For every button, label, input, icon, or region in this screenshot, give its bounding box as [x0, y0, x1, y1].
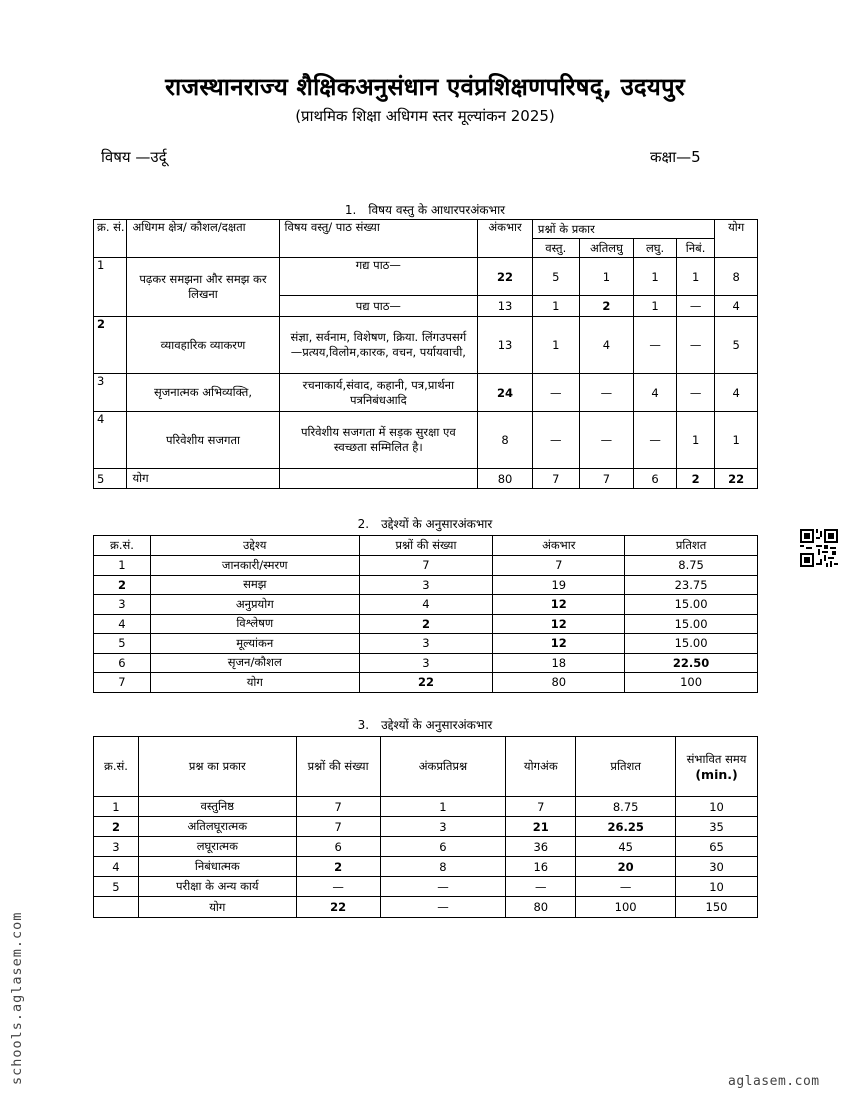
table-row [94, 556, 758, 576]
row-area: व्यावहारिक व्याकरण [127, 317, 279, 374]
row-area: योग [127, 469, 279, 489]
section1-number: 1. [344, 203, 357, 217]
objective-weightage-table [93, 535, 758, 693]
table-row [94, 317, 758, 374]
row-total: 1 [715, 412, 758, 469]
row-total: 22 [715, 469, 758, 489]
row-objective: — [532, 412, 579, 469]
row-marks: 80 [478, 469, 533, 489]
header-time [676, 737, 758, 797]
row-total-marks: — [506, 877, 576, 897]
row-sno: 3 [94, 595, 151, 615]
row-objective: जानकारी/स्मरण [150, 556, 359, 576]
row-total-marks: 80 [506, 897, 576, 918]
row-questions: 22 [359, 673, 493, 693]
header-marks: अंकभार [493, 536, 625, 556]
row-content: रचनाकार्य,संवाद, कहानी, पत्र,प्रार्थना पत्रनिबंधआदि [279, 374, 478, 412]
section3-number: 3. [357, 718, 370, 732]
row-essay: 2 [676, 469, 715, 489]
row-sno: 4 [94, 857, 139, 877]
row-total-marks: 16 [506, 857, 576, 877]
row-short: — [634, 317, 677, 374]
row-content: गद्य पाठ— [279, 258, 478, 296]
row-time: 35 [676, 817, 758, 837]
row-objective: अनुप्रयोग [150, 595, 359, 615]
row-very-short: 1 [579, 258, 634, 296]
header-short: लघु. [634, 239, 677, 258]
table-row [94, 817, 758, 837]
row-short: — [634, 412, 677, 469]
row-time: 10 [676, 877, 758, 897]
row-questions: 2 [359, 614, 493, 634]
row-marks-per-question: — [380, 877, 506, 897]
header-count: प्रश्नों की संख्या [296, 737, 380, 797]
header-total: योग [715, 220, 758, 258]
row-marks-per-question: 6 [380, 837, 506, 857]
row-sno: 5 [94, 469, 127, 489]
row-objective: 7 [532, 469, 579, 489]
row-marks: 13 [478, 296, 533, 317]
table-row [94, 857, 758, 877]
row-time: 10 [676, 797, 758, 817]
row-objective: सृजन/कौशल [150, 653, 359, 673]
row-total: 4 [715, 374, 758, 412]
class-label: कक्षा—5 [650, 148, 701, 166]
row-area: परिवेशीय सजगता [127, 412, 279, 469]
header-area: अधिगम क्षेत्र/ कौशल/दक्षता [127, 220, 279, 258]
row-percent: 45 [576, 837, 676, 857]
row-count: 7 [296, 797, 380, 817]
header-content: विषय वस्तु/ पाठ संख्या [279, 220, 478, 258]
row-objective: समझ [150, 575, 359, 595]
row-sno: 7 [94, 673, 151, 693]
row-objective: 1 [532, 296, 579, 317]
header-sno: क्र. सं. [94, 220, 127, 258]
row-sno: 6 [94, 653, 151, 673]
row-sno: 1 [94, 556, 151, 576]
qr-code-icon [800, 529, 838, 567]
row-marks: 13 [478, 317, 533, 374]
row-content [279, 469, 478, 489]
row-marks-per-question: 3 [380, 817, 506, 837]
table-row-total [94, 673, 758, 693]
header-marks: अंकभार [478, 220, 533, 258]
row-percent: 15.00 [625, 595, 758, 615]
table-row [94, 877, 758, 897]
row-question-type: अतिलघूरात्मक [138, 817, 296, 837]
row-total-marks: 36 [506, 837, 576, 857]
table-row [94, 653, 758, 673]
row-marks: 12 [493, 634, 625, 654]
row-questions: 7 [359, 556, 493, 576]
header-sno: क्र.सं. [94, 536, 151, 556]
row-marks: 8 [478, 412, 533, 469]
header-total-marks: योगअंक [506, 737, 576, 797]
row-percent: — [576, 877, 676, 897]
row-questions: 3 [359, 634, 493, 654]
row-very-short: — [579, 374, 634, 412]
header-percent: प्रतिशत [576, 737, 676, 797]
section3-title: उद्देश्यों के अनुसारअंकभार [381, 718, 493, 732]
row-essay: 1 [676, 412, 715, 469]
row-count: 2 [296, 857, 380, 877]
row-very-short: 2 [579, 296, 634, 317]
row-sno: 2 [94, 317, 127, 374]
row-short: 6 [634, 469, 677, 489]
row-percent: 26.25 [576, 817, 676, 837]
row-question-type: निबंधात्मक [138, 857, 296, 877]
row-sno: 5 [94, 877, 139, 897]
row-content: संज्ञा, सर्वनाम, विशेषण, क्रिया. लिंगउपसर्ग—प्रत्यय,विलोम,कारक, वचन, पर्यायवाची, [279, 317, 478, 374]
bottom-watermark: aglasem.com [728, 1074, 820, 1089]
row-objective: 5 [532, 258, 579, 296]
row-objective: योग [150, 673, 359, 693]
row-marks-per-question: 8 [380, 857, 506, 877]
header-time-label: संभावित समय [686, 751, 747, 766]
row-question-type: लघूरात्मक [138, 837, 296, 857]
row-marks: 24 [478, 374, 533, 412]
row-percent: 20 [576, 857, 676, 877]
header-marks-per-question: अंकप्रतिप्रश्न [380, 737, 506, 797]
row-objective: 1 [532, 317, 579, 374]
row-very-short: 7 [579, 469, 634, 489]
row-short: 1 [634, 296, 677, 317]
row-sno: 2 [94, 575, 151, 595]
page-title: राजस्थानराज्य शैक्षिकअनुसंधान एवंप्रशिक्षणपरिषद्, उदयपुर [165, 73, 685, 101]
table-row [94, 634, 758, 654]
row-percent: 15.00 [625, 614, 758, 634]
row-marks-per-question: — [380, 897, 506, 918]
row-question-type: वस्तुनिष्ठ [138, 797, 296, 817]
row-objective: — [532, 374, 579, 412]
row-area: सृजनात्मक अभिव्यक्ति, [127, 374, 279, 412]
table-row-total [94, 897, 758, 918]
row-count: — [296, 877, 380, 897]
row-essay: — [676, 296, 715, 317]
table-row [94, 258, 758, 296]
table-row [94, 412, 758, 469]
table-row [94, 614, 758, 634]
row-sno: 4 [94, 412, 127, 469]
row-essay: — [676, 374, 715, 412]
row-total-marks: 7 [506, 797, 576, 817]
row-sno [94, 897, 139, 918]
row-sno: 4 [94, 614, 151, 634]
row-marks: 7 [493, 556, 625, 576]
row-total: 8 [715, 258, 758, 296]
row-short: 1 [634, 258, 677, 296]
row-sno: 1 [94, 258, 127, 317]
row-marks: 12 [493, 595, 625, 615]
row-percent: 15.00 [625, 634, 758, 654]
row-percent: 100 [625, 673, 758, 693]
table-row-total [94, 469, 758, 489]
row-essay: 1 [676, 258, 715, 296]
row-percent: 8.75 [576, 797, 676, 817]
row-sno: 3 [94, 837, 139, 857]
row-questions: 3 [359, 653, 493, 673]
row-count: 7 [296, 817, 380, 837]
row-percent: 23.75 [625, 575, 758, 595]
header-time-unit: (min.) [695, 766, 738, 782]
section3-heading [0, 716, 850, 733]
row-marks: 18 [493, 653, 625, 673]
table-row [94, 797, 758, 817]
section2-number: 2. [357, 517, 370, 531]
header-essay: निबं. [676, 239, 715, 258]
header-questions: प्रश्नों की संख्या [359, 536, 493, 556]
row-marks: 80 [493, 673, 625, 693]
table-row [94, 374, 758, 412]
side-watermark: schools.aglasem.com [9, 911, 25, 1085]
header-objective: वस्तु. [532, 239, 579, 258]
row-time: 30 [676, 857, 758, 877]
row-count: 6 [296, 837, 380, 857]
header-sno: क्र.सं. [94, 737, 139, 797]
header-percent: प्रतिशत [625, 536, 758, 556]
row-objective: मूल्यांकन [150, 634, 359, 654]
section2-title: उद्देश्यों के अनुसारअंकभार [381, 517, 493, 531]
content-weightage-table [93, 219, 758, 489]
row-essay: — [676, 317, 715, 374]
row-area: पढ़कर समझना और समझ कर लिखना [127, 258, 279, 317]
table-row [94, 595, 758, 615]
row-content: परिवेशीय सजगता में सड़क सुरक्षा एव स्वच्छता सम्मिलित है। [279, 412, 478, 469]
header-question-type: प्रश्न का प्रकार [138, 737, 296, 797]
section2-heading [0, 515, 850, 532]
row-count: 22 [296, 897, 380, 918]
row-short: 4 [634, 374, 677, 412]
row-total: 4 [715, 296, 758, 317]
section1-heading [0, 201, 850, 218]
header-question-types: प्रश्नों के प्रकार [532, 220, 714, 239]
table-row [94, 575, 758, 595]
section1-title: विषय वस्तु के आधारपरअंकभार [368, 203, 506, 217]
table-row [94, 837, 758, 857]
row-very-short: 4 [579, 317, 634, 374]
row-time: 65 [676, 837, 758, 857]
row-objective: विश्लेषण [150, 614, 359, 634]
row-marks: 19 [493, 575, 625, 595]
row-sno: 3 [94, 374, 127, 412]
row-content: पद्य पाठ— [279, 296, 478, 317]
row-marks: 12 [493, 614, 625, 634]
question-type-table [93, 736, 758, 918]
row-question-type: योग [138, 897, 296, 918]
row-percent: 100 [576, 897, 676, 918]
row-marks: 22 [478, 258, 533, 296]
row-very-short: — [579, 412, 634, 469]
row-sno: 1 [94, 797, 139, 817]
row-question-type: परीक्षा के अन्य कार्य [138, 877, 296, 897]
subject-label: विषय —उर्दू [101, 148, 167, 166]
row-sno: 5 [94, 634, 151, 654]
header-very-short: अतिलघु [579, 239, 634, 258]
row-marks-per-question: 1 [380, 797, 506, 817]
row-sno: 2 [94, 817, 139, 837]
row-questions: 3 [359, 575, 493, 595]
row-total-marks: 21 [506, 817, 576, 837]
row-percent: 8.75 [625, 556, 758, 576]
row-time: 150 [676, 897, 758, 918]
row-questions: 4 [359, 595, 493, 615]
header-objective: उद्देश्य [150, 536, 359, 556]
row-total: 5 [715, 317, 758, 374]
page-subtitle: (प्राथमिक शिक्षा अधिगम स्तर मूल्यांकन 2025) [295, 107, 555, 125]
row-percent: 22.50 [625, 653, 758, 673]
